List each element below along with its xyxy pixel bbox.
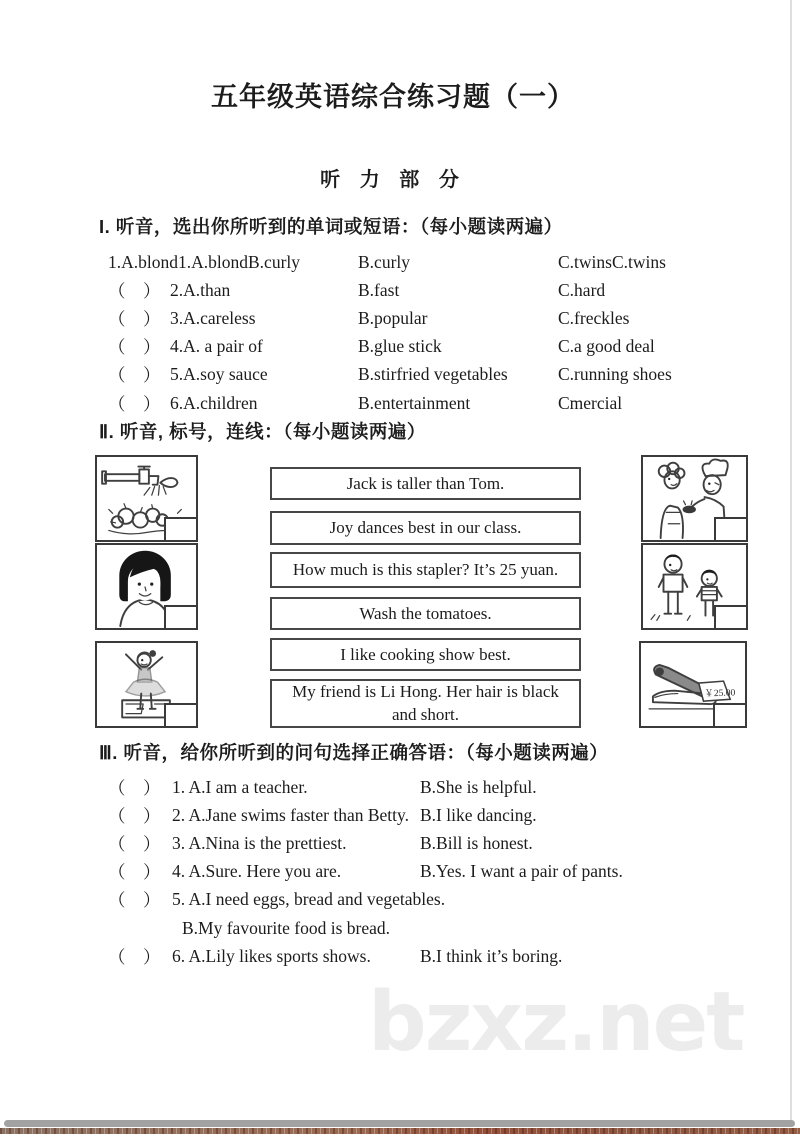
sentence-box: My friend is Li Hong. Her hair is black and short. (270, 679, 581, 728)
section2-heading: Ⅱ. 听音, 标号，连线：（每小题读两遍） (99, 421, 426, 442)
matching-area (0, 450, 800, 740)
answer-parentheses: （ ） (108, 777, 161, 798)
question-row (0, 389, 800, 417)
question-row (0, 942, 800, 970)
option-b: B.I think it’s boring. (420, 945, 563, 966)
sentence-box: Joy dances best in our class. (270, 511, 581, 545)
option-c: C.running shoes (558, 364, 672, 385)
picture-stapler (639, 641, 747, 728)
answer-number-box (714, 605, 748, 630)
picture-dancing-girl (95, 641, 198, 728)
section1-rows (0, 248, 800, 417)
question-row-continuation (0, 914, 800, 942)
question-row (0, 886, 800, 914)
answer-number-box (164, 605, 198, 630)
answer-parentheses: （ ） (108, 946, 161, 967)
option-a: 4. A.Sure. Here you are. (172, 861, 342, 882)
option-a: 3. A.Nina is the prettiest. (172, 832, 347, 853)
answer-parentheses: （ ） (108, 308, 161, 329)
answer-number-box (713, 703, 747, 728)
option-c: Cmercial (558, 392, 623, 413)
question-row (0, 276, 800, 304)
question-row (0, 773, 800, 801)
answer-parentheses: （ ） (108, 365, 161, 386)
option-b: B.entertainment (358, 392, 471, 413)
option-a: 1. A.I am a teacher. (172, 776, 308, 797)
sentence-box: Wash the tomatoes. (270, 597, 581, 630)
answer-parentheses: （ ） (108, 862, 161, 883)
answer-parentheses: （ ） (108, 337, 161, 358)
question-row (0, 304, 800, 332)
option-b: B.stirfried vegetables (358, 364, 508, 385)
option-a: 5. A.I need eggs, bread and vegetables. (172, 889, 446, 910)
option-a: 2. A.Jane swims faster than Betty. (172, 804, 410, 825)
option-b: B.fast (358, 279, 400, 300)
option-b: B.She is helpful. (420, 776, 537, 797)
option-c: C.a good deal (558, 336, 655, 357)
option-b-second-line: B.My favourite food is bread. (182, 917, 391, 938)
section1-heading: I. 听音，选出你所听到的单词或短语：（每小题读两遍） (99, 216, 563, 237)
option-b: B.glue stick (358, 336, 442, 357)
option-a: 1.A.blond1.A.blondB.curly (108, 251, 301, 272)
question-row (0, 829, 800, 857)
question-row (0, 333, 800, 361)
picture-two-boys (641, 543, 748, 630)
answer-parentheses: （ ） (108, 393, 161, 414)
option-a: 6.A.children (170, 392, 258, 413)
option-b: B.curly (358, 251, 411, 272)
answer-number-box (164, 703, 198, 728)
picture-girl-short-black-hair (95, 543, 198, 630)
section3-heading: Ⅲ. 听音，给你所听到的问句选择正确答语：（每小题读两遍） (99, 742, 609, 763)
answer-number-box (164, 517, 198, 542)
price-tag-text: ￥25.00 (704, 687, 736, 700)
option-b: B.popular (358, 307, 428, 328)
answer-number-box (714, 517, 748, 542)
horizontal-scrollbar[interactable] (4, 1120, 795, 1127)
sentence-box: I like cooking show best. (270, 638, 581, 671)
option-c: C.hard (558, 279, 606, 300)
page-edge-line (790, 0, 792, 1120)
question-row (0, 248, 800, 276)
site-watermark: bzxz.net (368, 975, 744, 1070)
picture-washing-vegetables (95, 455, 198, 542)
picture-cooking-show (641, 455, 748, 542)
answer-parentheses: （ ） (108, 833, 161, 854)
option-a: 4.A. a pair of (170, 336, 263, 357)
option-b: B.Yes. I want a pair of pants. (420, 861, 623, 882)
desk-texture-strip (0, 1128, 800, 1134)
page-title: 五年级英语综合练习题（一） (211, 82, 575, 112)
option-b: B.I like dancing. (420, 804, 537, 825)
option-c: C.twinsC.twins (558, 251, 666, 272)
question-row (0, 801, 800, 829)
option-c: C.freckles (558, 307, 630, 328)
answer-parentheses: （ ） (108, 805, 161, 826)
option-b: B.Bill is honest. (420, 832, 533, 853)
option-a: 6. A.Lily likes sports shows. (172, 945, 371, 966)
sentence-box: How much is this stapler? It’s 25 yuan. (270, 552, 581, 588)
listening-part-heading: 听 力 部 分 (320, 169, 466, 191)
question-row (0, 361, 800, 389)
answer-parentheses: （ ） (108, 280, 161, 301)
section3-rows (0, 773, 800, 970)
option-a: 2.A.than (170, 279, 231, 300)
question-row (0, 858, 800, 886)
option-a: 3.A.careless (170, 307, 256, 328)
sentence-box: Jack is taller than Tom. (270, 467, 581, 500)
option-a: 5.A.soy sauce (170, 364, 268, 385)
answer-parentheses: （ ） (108, 890, 161, 911)
